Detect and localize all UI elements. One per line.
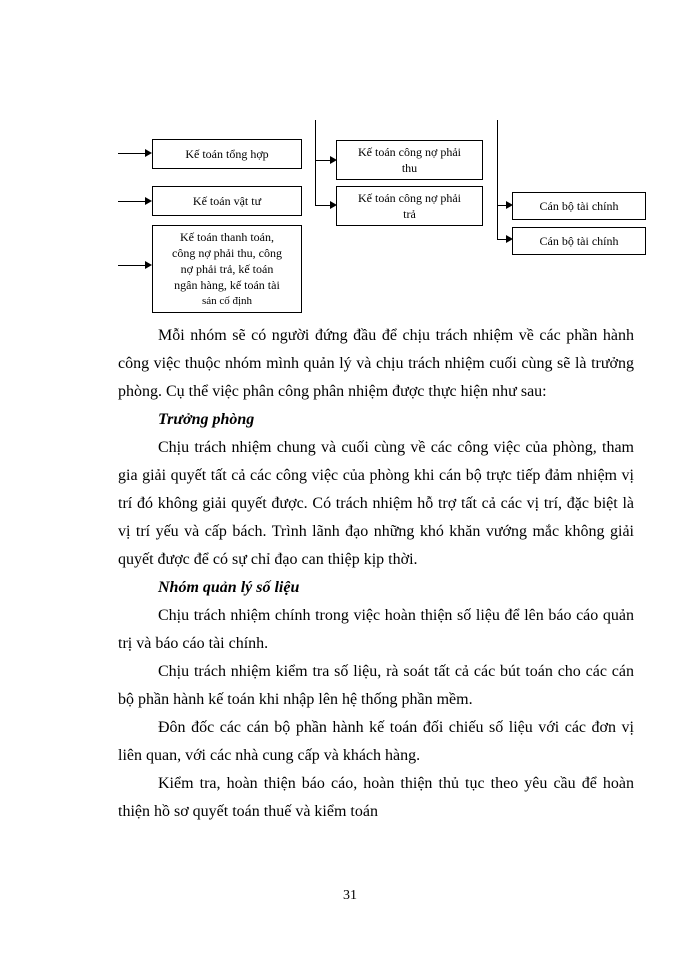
box-ke-toan-vat-tu (152, 186, 302, 216)
connector-line (315, 120, 316, 206)
arrow-icon (145, 261, 152, 269)
arrow-icon (145, 149, 152, 157)
box-label-line: nợ phải trả, kế toán (180, 262, 274, 276)
page-number: 31 (343, 888, 357, 903)
document-body (118, 322, 634, 826)
connector-line (118, 201, 146, 202)
connector-line (118, 153, 146, 154)
box-cong-no-phai-thu (336, 140, 483, 180)
so-lieu-paragraph-2: Chịu trách nhiệm kiểm tra số liệu, rà soát tất cả các bút toán cho các cán bộ phần hành kế toán khi nhập lên hệ thống phần mềm. (118, 663, 634, 708)
box-ke-toan-thanh-toan (152, 225, 302, 313)
connector-line (315, 205, 331, 206)
so-lieu-paragraph-4: Kiểm tra, hoàn thiện báo cáo, hoàn thiện thủ tục theo yêu cầu để hoàn thiện hồ sơ quyết toán thuế và kiểm toán (118, 775, 634, 820)
arrow-icon (145, 197, 152, 205)
box-label: Cán bộ tài chính (539, 234, 619, 248)
box-label-line: Kế toán công nợ phải (358, 191, 461, 205)
box-label-line: công nợ phải thu, công (172, 246, 282, 260)
heading-truong-phong: Trưởng phòng (158, 411, 255, 428)
org-chart-diagram (0, 0, 700, 320)
box-label-line: Kế toán thanh toán, (180, 230, 274, 244)
box-label-line: sản cố định (201, 295, 253, 307)
box-label: Kế toán vật tư (192, 194, 262, 208)
intro-paragraph: Mỗi nhóm sẽ có người đứng đầu để chịu trách nhiệm về các phần hành công việc thuộc nhóm mình quản lý và chịu trách nhiệm cuối cùng sẽ là trưởng phòng. Cụ thể việc phân công phân nhiệm được thực hiện như sau: (118, 327, 634, 400)
box-cong-no-phai-tra (336, 186, 483, 226)
connector-line (315, 160, 331, 161)
box-ke-toan-tong-hop (152, 139, 302, 169)
box-label-line: ngân hàng, kế toán tài (174, 278, 280, 292)
truong-phong-paragraph: Chịu trách nhiệm chung và cuối cùng về các công việc của phòng, tham gia giải quyết tất cả các công việc của phòng khi cán bộ trực tiếp đảm nhiệm vị trí đó không giải quyết được. Có trách nhiệm hỗ trợ tất cả các vị trí, đặc biệt là vị trí yếu và cấp bách. Trình lãnh đạo những khó khăn vướng mắc không giải quyết được để có sự chỉ đạo can thiệp kịp thời. (118, 439, 634, 568)
connector-line (118, 265, 146, 266)
so-lieu-paragraph-3: Đôn đốc các cán bộ phần hành kế toán đối chiếu số liệu với các đơn vị liên quan, với các nhà cung cấp và khách hàng. (118, 719, 634, 764)
box-label-line: Kế toán công nợ phải (358, 145, 461, 159)
box-label: Cán bộ tài chính (539, 199, 619, 213)
box-label-line: thu (401, 161, 418, 175)
heading-nhom-so-lieu: Nhóm quản lý số liệu (158, 579, 300, 596)
box-label-line: trả (403, 207, 416, 221)
connector-line (497, 120, 498, 240)
box-label: Kế toán tổng hợp (185, 147, 269, 161)
so-lieu-paragraph-1: Chịu trách nhiệm chính trong việc hoàn thiện số liệu để lên báo cáo quản trị và báo cáo tài chính. (118, 607, 634, 652)
box-can-bo-tai-chinh-1 (512, 192, 646, 220)
box-can-bo-tai-chinh-2 (512, 227, 646, 255)
